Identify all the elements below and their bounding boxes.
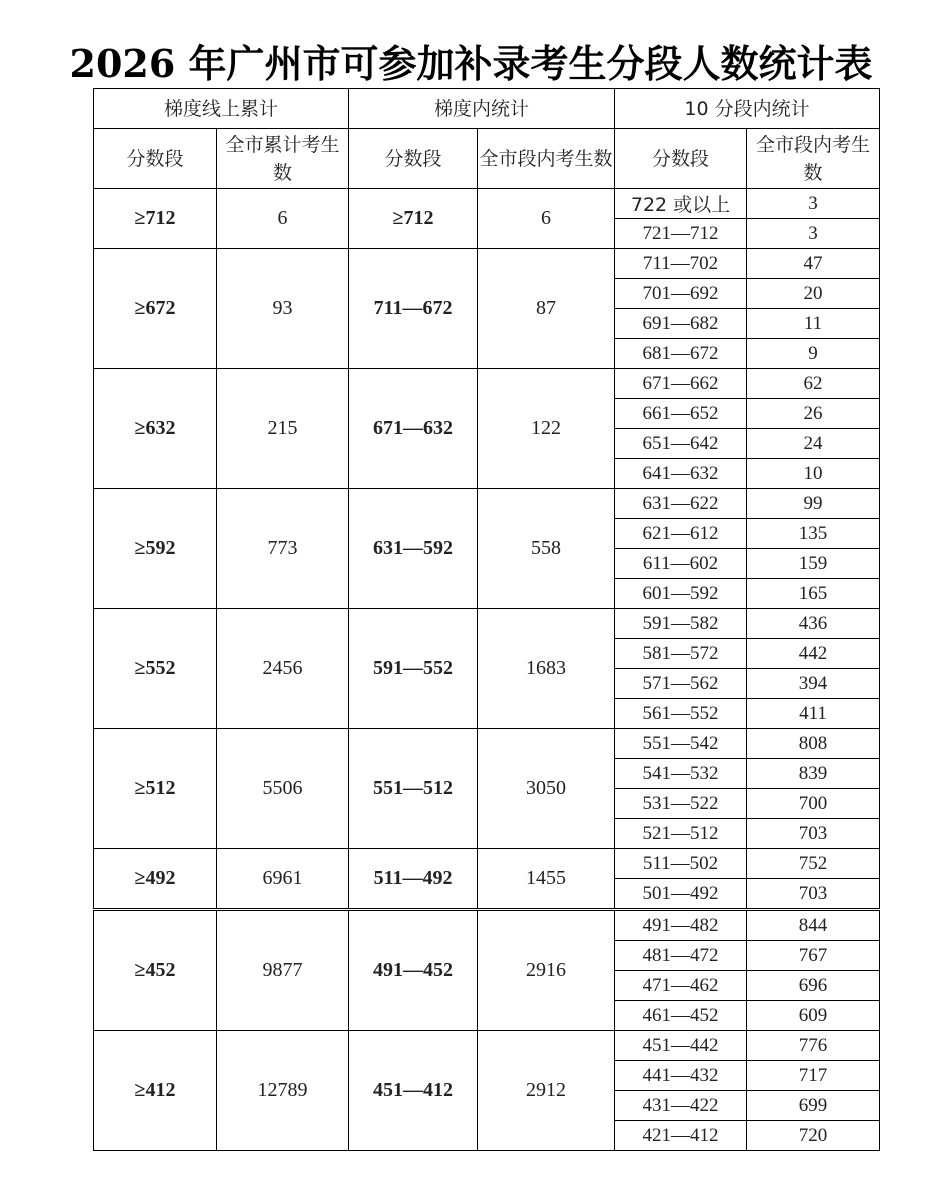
table-row: [94, 910, 880, 941]
col-header-in-band-count: 全市段内考生数: [747, 129, 880, 189]
table-row: [94, 489, 880, 519]
sub-range-cell: 651—642: [615, 429, 747, 459]
band-range-cell: 631—592: [349, 489, 478, 609]
page-title: 2026 年广州市可参加补录考生分段人数统计表: [69, 41, 873, 86]
sub-range-cell: 561—552: [615, 699, 747, 729]
band-range-cell: 511—492: [349, 849, 478, 910]
cumulative-range-cell: ≥672: [94, 249, 217, 369]
sub-range-cell: 671—662: [615, 369, 747, 399]
sub-count-cell: 3: [747, 189, 880, 219]
sub-count-cell: 11: [747, 309, 880, 339]
sub-count-cell: 442: [747, 639, 880, 669]
sub-range-cell: 501—492: [615, 879, 747, 910]
band-count-cell: 87: [478, 249, 615, 369]
sub-count-cell: 10: [747, 459, 880, 489]
band-count-cell: 122: [478, 369, 615, 489]
sub-range-cell: 461—452: [615, 1001, 747, 1031]
band-range-cell: ≥712: [349, 189, 478, 249]
sub-count-cell: 20: [747, 279, 880, 309]
sub-count-cell: 767: [747, 941, 880, 971]
sub-range-cell: 421—412: [615, 1121, 747, 1151]
group-header-cumulative: 梯度线上累计: [94, 89, 349, 129]
sub-range-cell: 551—542: [615, 729, 747, 759]
col-header-score: 分数段: [615, 129, 747, 189]
table-row: [94, 609, 880, 639]
column-header-row: [94, 129, 880, 189]
sub-range-cell: 481—472: [615, 941, 747, 971]
cumulative-count-cell: 773: [217, 489, 349, 609]
sub-count-cell: 703: [747, 819, 880, 849]
sub-count-cell: 3: [747, 219, 880, 249]
cumulative-range-cell: ≥592: [94, 489, 217, 609]
sub-count-cell: 26: [747, 399, 880, 429]
cumulative-count-cell: 6961: [217, 849, 349, 910]
group-header-in-band: 梯度内统计: [349, 89, 615, 129]
band-count-cell: 6: [478, 189, 615, 249]
table-row: [94, 189, 880, 219]
band-count-cell: 2912: [478, 1031, 615, 1151]
sub-range-cell: 511—502: [615, 849, 747, 879]
sub-count-cell: 776: [747, 1031, 880, 1061]
sub-range-cell: 701—692: [615, 279, 747, 309]
sub-range-cell: 721—712: [615, 219, 747, 249]
band-range-cell: 671—632: [349, 369, 478, 489]
sub-count-cell: 47: [747, 249, 880, 279]
sub-range-cell: 691—682: [615, 309, 747, 339]
sub-range-cell: 722 或以上: [615, 189, 747, 219]
sub-count-cell: 394: [747, 669, 880, 699]
score-distribution-table: [93, 88, 880, 1151]
group-header-ten-point: 10 分段内统计: [615, 89, 880, 129]
col-header-cumulative-count: 全市累计考生数: [217, 129, 349, 189]
sub-count-cell: 24: [747, 429, 880, 459]
group-header-row: [94, 89, 880, 129]
sub-range-cell: 641—632: [615, 459, 747, 489]
band-range-cell: 491—452: [349, 910, 478, 1031]
band-range-cell: 551—512: [349, 729, 478, 849]
sub-range-cell: 431—422: [615, 1091, 747, 1121]
sub-range-cell: 581—572: [615, 639, 747, 669]
band-range-cell: 451—412: [349, 1031, 478, 1151]
cumulative-range-cell: ≥452: [94, 910, 217, 1031]
band-count-cell: 3050: [478, 729, 615, 849]
table-row: [94, 849, 880, 879]
band-count-cell: 2916: [478, 910, 615, 1031]
sub-range-cell: 591—582: [615, 609, 747, 639]
sub-count-cell: 717: [747, 1061, 880, 1091]
sub-range-cell: 571—562: [615, 669, 747, 699]
sub-count-cell: 99: [747, 489, 880, 519]
band-range-cell: 711—672: [349, 249, 478, 369]
sub-count-cell: 62: [747, 369, 880, 399]
sub-count-cell: 135: [747, 519, 880, 549]
cumulative-count-cell: 12789: [217, 1031, 349, 1151]
cumulative-count-cell: 215: [217, 369, 349, 489]
cumulative-count-cell: 2456: [217, 609, 349, 729]
sub-count-cell: 703: [747, 879, 880, 910]
sub-count-cell: 844: [747, 910, 880, 941]
sub-range-cell: 441—432: [615, 1061, 747, 1091]
band-count-cell: 558: [478, 489, 615, 609]
sub-range-cell: 601—592: [615, 579, 747, 609]
cumulative-range-cell: ≥552: [94, 609, 217, 729]
sub-count-cell: 159: [747, 549, 880, 579]
sub-range-cell: 621—612: [615, 519, 747, 549]
cumulative-range-cell: ≥512: [94, 729, 217, 849]
sub-count-cell: 839: [747, 759, 880, 789]
table-row: [94, 369, 880, 399]
cumulative-count-cell: 6: [217, 189, 349, 249]
sub-count-cell: 436: [747, 609, 880, 639]
col-header-score: 分数段: [349, 129, 478, 189]
sub-range-cell: 491—482: [615, 910, 747, 941]
sub-range-cell: 541—532: [615, 759, 747, 789]
cumulative-range-cell: ≥632: [94, 369, 217, 489]
sub-range-cell: 531—522: [615, 789, 747, 819]
cumulative-count-cell: 93: [217, 249, 349, 369]
col-header-score: 分数段: [94, 129, 217, 189]
table-row: [94, 249, 880, 279]
sub-count-cell: 752: [747, 849, 880, 879]
sub-count-cell: 411: [747, 699, 880, 729]
sub-count-cell: 699: [747, 1091, 880, 1121]
sub-count-cell: 609: [747, 1001, 880, 1031]
cumulative-count-cell: 5506: [217, 729, 349, 849]
sub-range-cell: 631—622: [615, 489, 747, 519]
band-count-cell: 1455: [478, 849, 615, 910]
sub-count-cell: 9: [747, 339, 880, 369]
sub-range-cell: 661—652: [615, 399, 747, 429]
sub-count-cell: 720: [747, 1121, 880, 1151]
table-row: [94, 729, 880, 759]
cumulative-range-cell: ≥712: [94, 189, 217, 249]
col-header-in-band-count: 全市段内考生数: [478, 129, 615, 189]
sub-range-cell: 451—442: [615, 1031, 747, 1061]
sub-count-cell: 696: [747, 971, 880, 1001]
cumulative-range-cell: ≥412: [94, 1031, 217, 1151]
sub-range-cell: 521—512: [615, 819, 747, 849]
sub-range-cell: 681—672: [615, 339, 747, 369]
sub-count-cell: 700: [747, 789, 880, 819]
band-range-cell: 591—552: [349, 609, 478, 729]
sub-range-cell: 471—462: [615, 971, 747, 1001]
sub-range-cell: 711—702: [615, 249, 747, 279]
cumulative-range-cell: ≥492: [94, 849, 217, 910]
sub-count-cell: 165: [747, 579, 880, 609]
sub-count-cell: 808: [747, 729, 880, 759]
sub-range-cell: 611—602: [615, 549, 747, 579]
table-row: [94, 1031, 880, 1061]
cumulative-count-cell: 9877: [217, 910, 349, 1031]
band-count-cell: 1683: [478, 609, 615, 729]
